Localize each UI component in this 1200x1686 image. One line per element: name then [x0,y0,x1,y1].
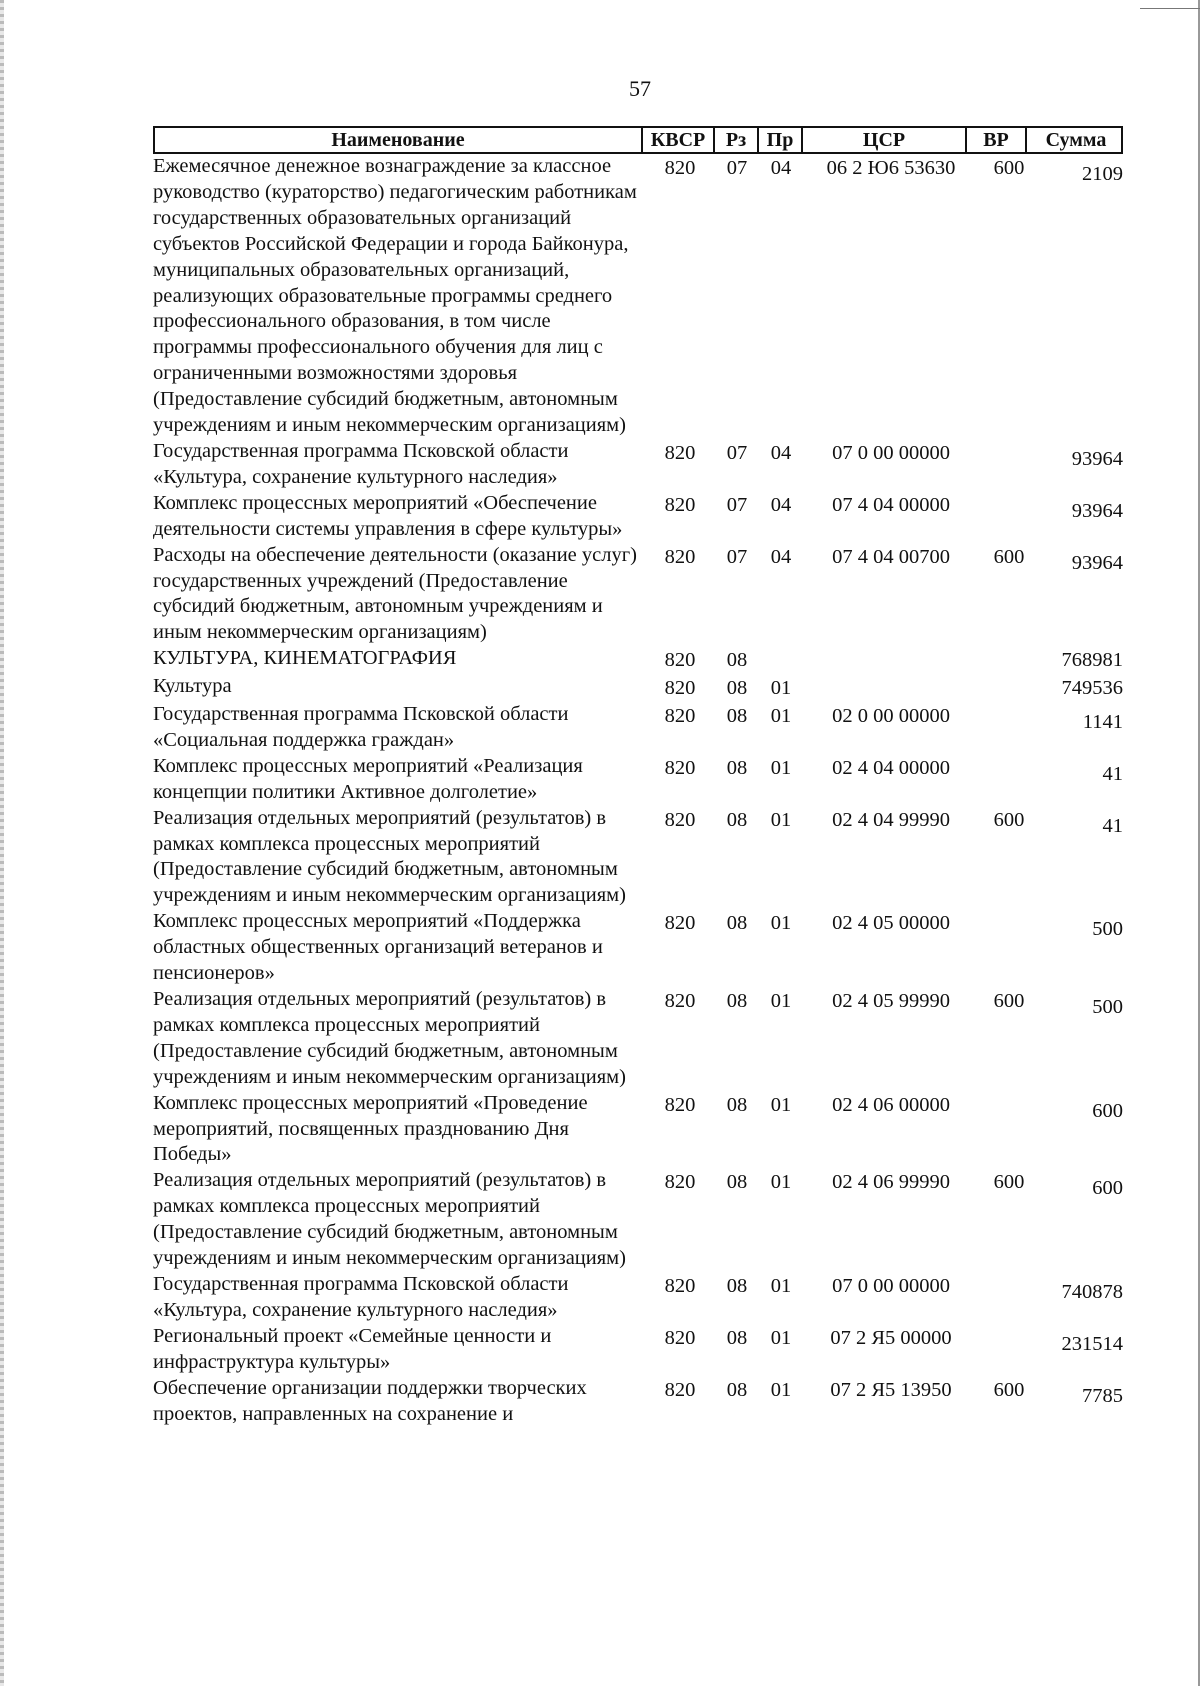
row-pr: 01 [770,705,792,728]
row-kvsr: 820 [664,1378,696,1401]
row-vr [979,1091,1039,1169]
row-csr: 07 2 Я5 13950 [830,1378,952,1401]
table-row [153,909,1123,987]
row-csr: 02 4 05 99990 [832,990,950,1012]
row-sum: 740878 [1061,1280,1123,1303]
row-kvsr: 820 [664,649,696,672]
row-pr: 04 [770,493,792,516]
table-row [153,1272,1123,1324]
row-name: Комплекс процессных мероприятий «Проведение мероприятий, посвященных празднованию Дня Победы» [153,1091,588,1166]
row-vr: 600 [993,545,1025,568]
row-csr: 07 2 Я5 00000 [830,1326,952,1349]
row-sum: 41 [1102,814,1123,837]
table-header-row [153,126,1123,154]
row-name: Комплекс процессных мероприятий «Реализация концепции политики Активное долголетие» [153,754,583,803]
row-sum: 2109 [1082,163,1123,185]
header-rz: Рз [713,128,757,152]
row-pr: 01 [770,808,792,831]
row-sum: 93964 [1071,551,1123,574]
row-pr: 04 [770,441,792,464]
table-row [153,1376,1123,1428]
row-pr [759,646,803,674]
scan-corner-mark [1140,8,1200,9]
header-name: Наименование [331,128,465,151]
row-csr: 02 4 06 99990 [832,1171,950,1194]
row-rz: 07 [726,545,748,568]
row-sum: 600 [1092,1177,1123,1200]
row-kvsr: 820 [664,912,696,935]
row-kvsr: 820 [664,677,696,700]
row-vr: 600 [993,1378,1025,1401]
row-name: Реализация отдельных мероприятий (результатов) в рамках комплекса процессных мероприятий (Предоставление субсидий бюджетным, автономным учреждениям и иным некоммерческим организациям) [153,1169,626,1270]
row-vr: 600 [993,808,1025,831]
page-number: 57 [629,76,651,101]
row-csr: 07 0 00 00000 [832,441,950,464]
row-sum: 749536 [1061,677,1123,700]
row-name: КУЛЬТУРА, КИНЕМАТОГРАФИЯ [153,647,457,670]
budget-table [153,126,1123,1427]
scan-edge-left [0,0,4,1686]
row-vr [979,909,1039,987]
row-kvsr: 820 [664,1274,696,1297]
row-vr: 600 [993,157,1025,179]
table-row [153,702,1123,754]
row-name: Государственная программа Псковской области «Социальная поддержка граждан» [153,703,569,751]
row-csr: 02 0 00 00000 [832,705,950,728]
row-vr [979,702,1039,754]
row-csr [803,674,979,702]
row-sum: 93964 [1071,499,1123,522]
row-pr: 01 [770,990,792,1012]
row-sum: 600 [1092,1099,1123,1122]
row-vr [979,646,1039,674]
row-kvsr: 820 [664,157,696,179]
row-name: Обеспечение организации поддержки творческих проектов, направленных на сохранение и [153,1376,587,1425]
row-pr: 01 [770,756,792,779]
row-pr: 04 [770,157,792,179]
table-body [153,154,1123,1427]
row-rz: 08 [726,1093,748,1116]
row-sum: 500 [1092,918,1123,941]
row-kvsr: 820 [664,493,696,516]
table-row [153,987,1123,1091]
row-vr: 600 [993,990,1025,1012]
row-vr [979,1272,1039,1324]
row-rz: 08 [726,756,748,779]
table-row [153,754,1123,806]
row-sum: 41 [1102,762,1123,785]
table-row [153,1168,1123,1272]
row-rz: 07 [726,493,748,516]
row-vr [979,439,1039,491]
table-row [153,1324,1123,1376]
table-row [153,806,1123,910]
row-sum: 231514 [1061,1332,1123,1355]
row-kvsr: 820 [664,441,696,464]
row-rz: 08 [726,677,748,700]
row-csr: 06 2 Ю6 53630 [826,157,956,179]
row-name: Государственная программа Псковской области «Культура, сохранение культурного наследия» [153,439,569,488]
row-rz: 08 [726,1378,748,1401]
row-rz: 08 [726,1171,748,1194]
row-kvsr: 820 [664,705,696,728]
table-row [153,646,1123,674]
row-rz: 08 [726,1274,748,1297]
row-vr [979,1324,1039,1376]
row-vr [979,491,1039,543]
row-kvsr: 820 [664,1326,696,1349]
row-vr [979,674,1039,702]
row-name: Ежемесячное денежное вознаграждение за классное руководство (кураторство) педагогическим работникам государственных образовательных организаций субъектов Российской Федерации и города Байконура, муниципальных образовательных организаций, реализующих образовательные программы среднего профессионального образования, в том числе программы профессионального обучения для лиц с ограниченными возможностями здоровья (Предоставление субсидий бюджетным, автономным учреждениям и иным некоммерческим организациям) [153,155,637,437]
row-csr: 07 4 04 00700 [832,545,950,568]
table-row [153,154,1123,439]
row-pr: 01 [770,677,792,700]
row-pr: 01 [770,912,792,935]
header-csr: ЦСР [801,128,965,152]
row-rz: 08 [726,990,748,1012]
row-sum: 7785 [1082,1384,1123,1407]
row-pr: 01 [770,1378,792,1401]
row-rz: 08 [726,705,748,728]
row-kvsr: 820 [664,545,696,568]
row-kvsr: 820 [664,756,696,779]
row-kvsr: 820 [664,990,696,1012]
row-sum: 500 [1092,996,1123,1018]
row-name: Реализация отдельных мероприятий (результатов) в рамках комплекса процессных мероприятий (Предоставление субсидий бюджетным, автономным учреждениям и иным некоммерческим организациям) [153,806,626,907]
header-sum: Сумма [1025,128,1125,152]
row-name: Расходы на обеспечение деятельности (оказание услуг) государственных учреждений (Предоставление субсидий бюджетным, автономным учреждениям и иным некоммерческим организациям) [153,543,637,644]
row-rz: 08 [726,649,748,672]
row-sum: 768981 [1061,649,1123,672]
row-pr: 01 [770,1171,792,1194]
row-csr: 07 4 04 00000 [832,493,950,516]
header-pr: Пр [757,128,801,152]
row-csr: 02 4 04 99990 [832,808,950,831]
table-row [153,543,1123,647]
row-sum: 1141 [1082,711,1123,734]
row-pr: 04 [770,545,792,568]
row-rz: 07 [726,441,748,464]
row-kvsr: 820 [664,808,696,831]
row-name: Региональный проект «Семейные ценности и инфраструктура культуры» [153,1324,552,1373]
row-rz: 08 [726,912,748,935]
header-kvsr: КВСР [641,128,713,152]
table-row [153,1091,1123,1169]
row-csr: 02 4 06 00000 [832,1093,950,1116]
row-csr: 07 0 00 00000 [832,1274,950,1297]
table-row [153,491,1123,543]
row-name: Реализация отдельных мероприятий (результатов) в рамках комплекса процессных мероприятий (Предоставление субсидий бюджетным, автономным учреждениям и иным некоммерческим организациям) [153,988,626,1088]
row-csr: 02 4 04 00000 [832,756,950,779]
row-name: Комплекс процессных мероприятий «Поддержка областных общественных организаций ветеранов и пенсионеров» [153,910,603,985]
row-sum: 93964 [1071,447,1123,470]
header-vr: ВР [965,128,1025,152]
row-kvsr: 820 [664,1171,696,1194]
table-row [153,674,1123,702]
row-rz: 08 [726,808,748,831]
row-kvsr: 820 [664,1093,696,1116]
row-pr: 01 [770,1093,792,1116]
row-csr [803,646,979,674]
row-vr [979,754,1039,806]
row-pr: 01 [770,1326,792,1349]
row-csr: 02 4 05 00000 [832,912,950,935]
row-name: Культура [153,675,232,698]
row-name: Комплекс процессных мероприятий «Обеспечение деятельности системы управления в сфере культуры» [153,491,623,540]
row-name: Государственная программа Псковской области «Культура, сохранение культурного наследия» [153,1272,569,1321]
row-vr: 600 [993,1171,1025,1194]
row-rz: 08 [726,1326,748,1349]
row-pr: 01 [770,1274,792,1297]
table-row [153,439,1123,491]
row-rz: 07 [726,157,748,179]
